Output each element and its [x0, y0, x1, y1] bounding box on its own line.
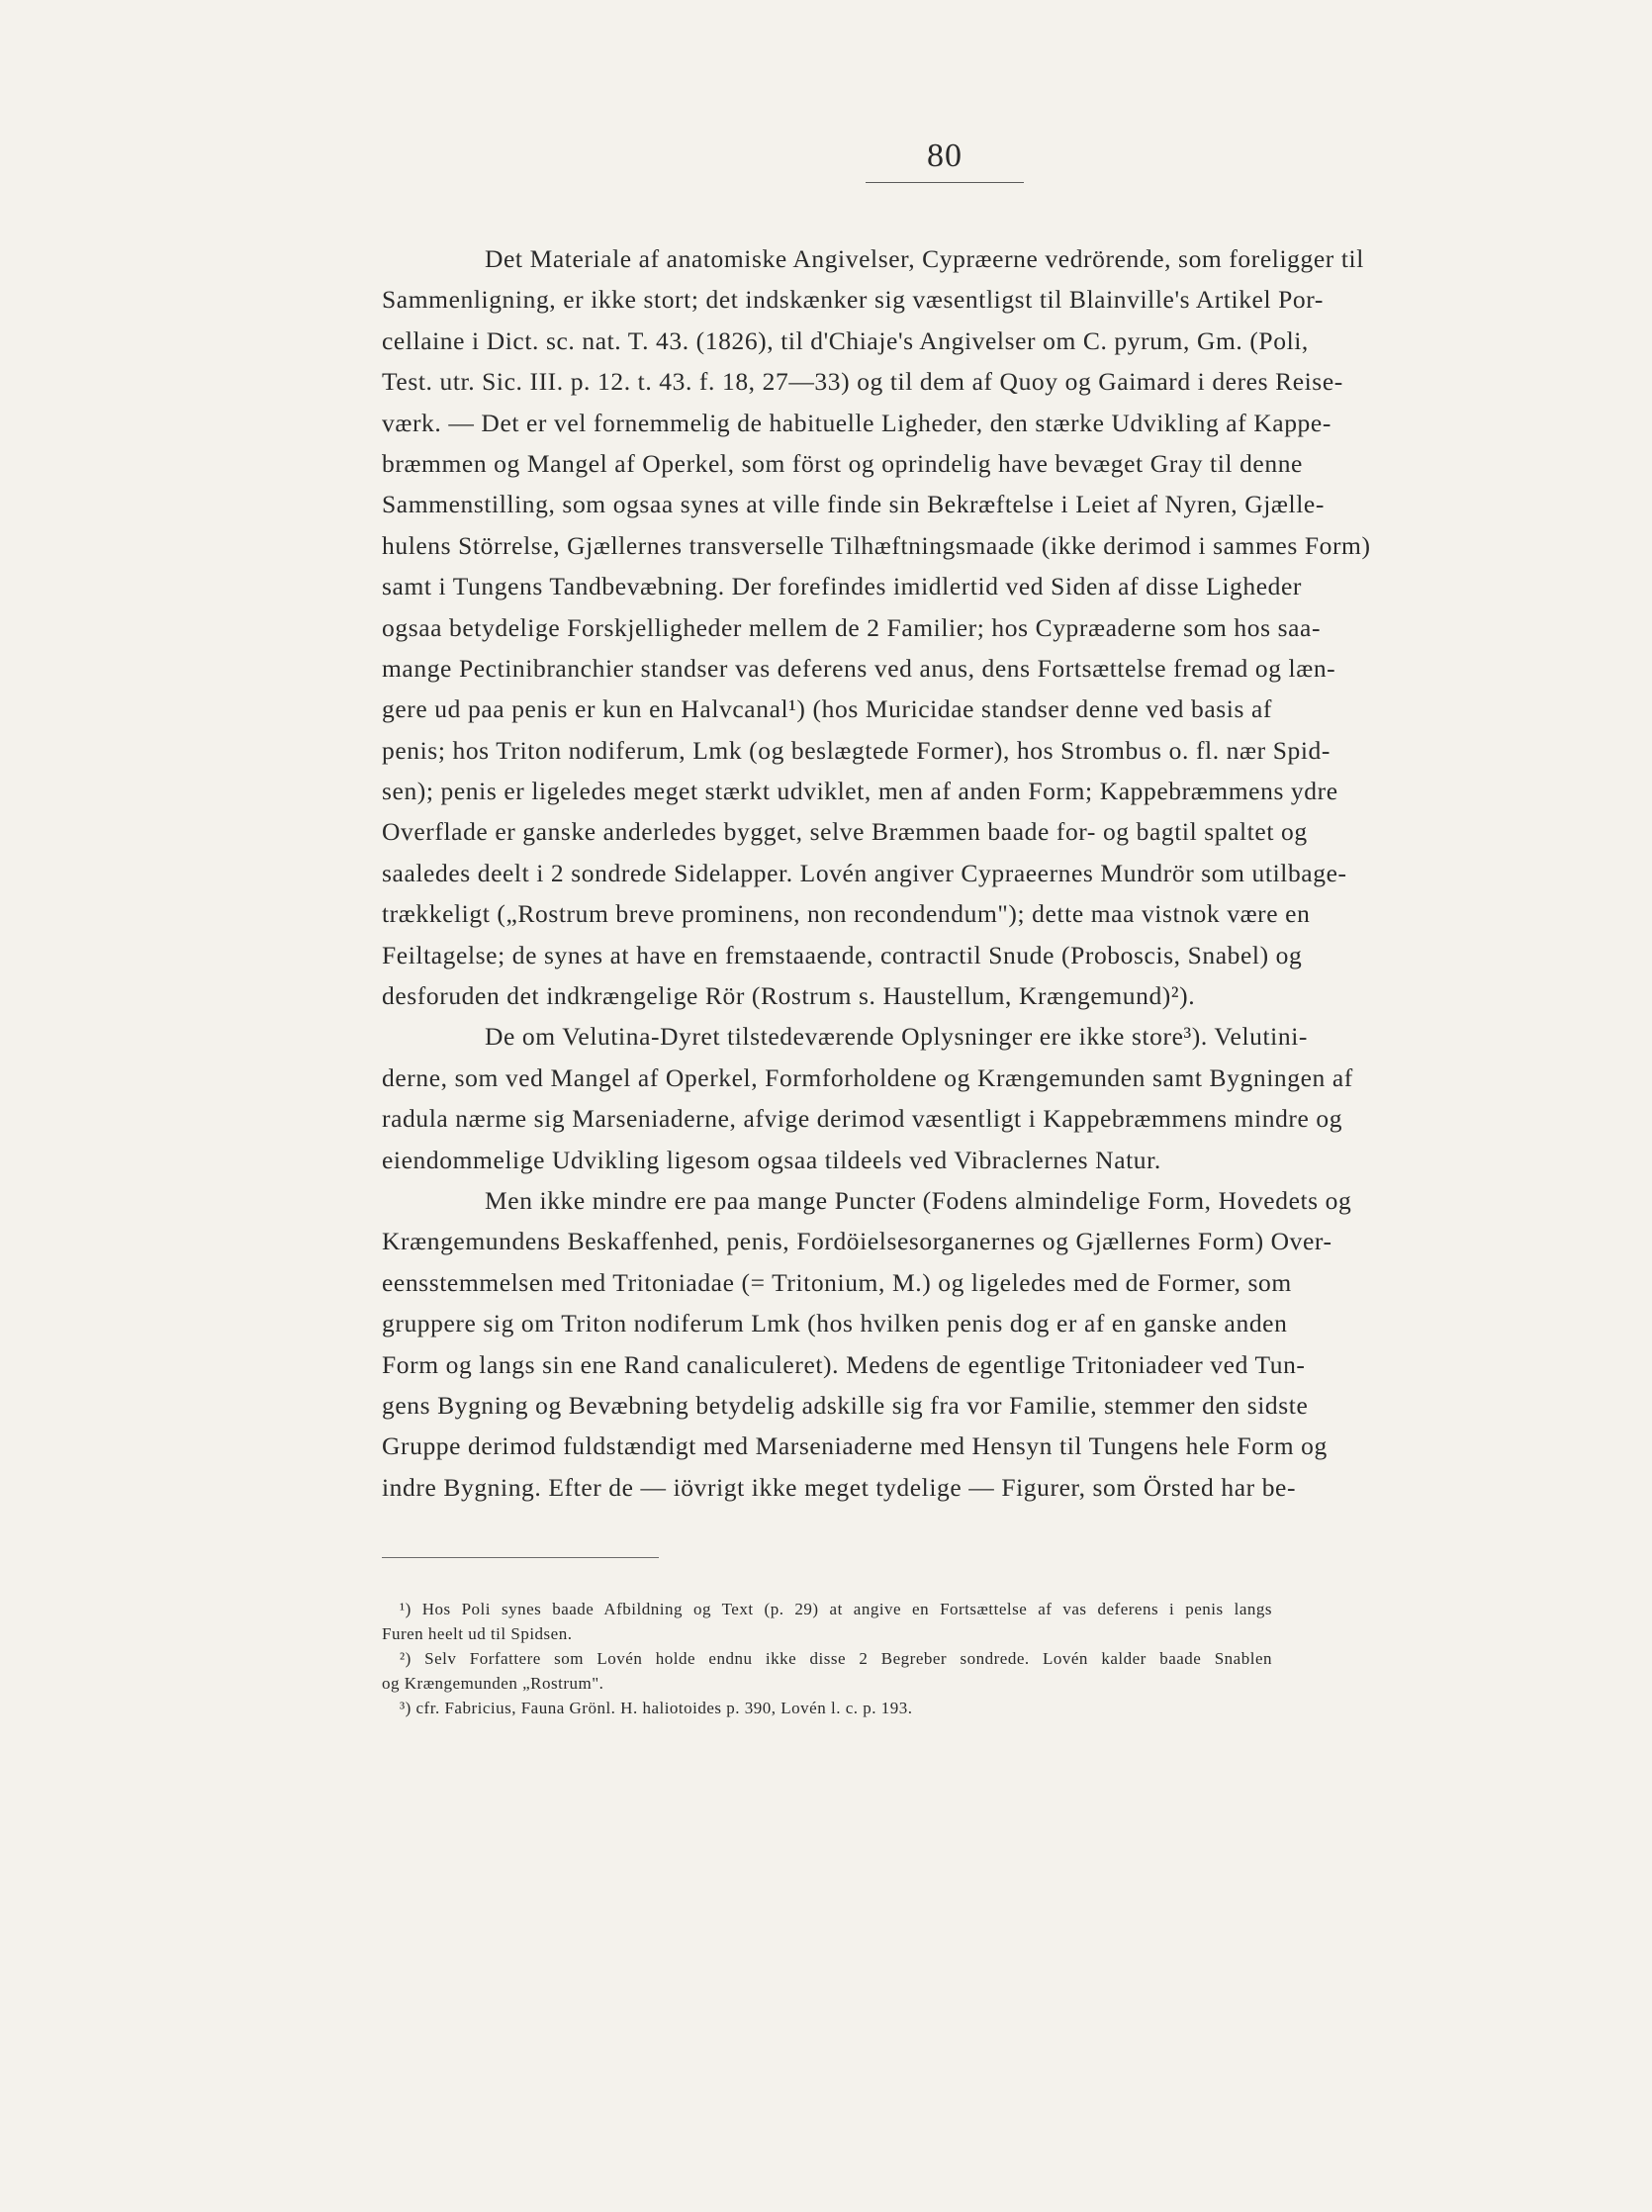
text-line: gere ud paa penis er kun en Halvcanal¹) (hos Muricidae standser denne ved basis af	[382, 694, 1272, 724]
text-line: penis; hos Triton nodiferum, Lmk (og beslægtede Former), hos Strombus o. fl. nær Spid-	[382, 735, 1331, 765]
text-line: De om Velutina-Dyret tilstedeværende Oplysninger ere ikke store³). Velutini-	[485, 1022, 1308, 1052]
footnote-line: Furen heelt ud til Spidsen.	[382, 1624, 573, 1643]
text-line: bræmmen og Mangel af Operkel, som först og oprindelig have bevæget Gray til denne	[382, 448, 1303, 478]
text-line: Overflade er ganske anderledes bygget, selve Bræmmen baade for- og bagtil spaltet og	[382, 817, 1308, 847]
text-line: mange Pectinibranchier standser vas deferens ved anus, dens Fortsættelse fremad og læn-	[382, 653, 1336, 683]
text-line: saaledes deelt i 2 sondrede Sidelapper. Lovén angiver Cypraeernes Mundrör som utilbage-	[382, 858, 1347, 887]
text-line: eensstemmelsen med Tritoniadae (= Tritonium, M.) og ligeledes med de Former, som	[382, 1267, 1292, 1297]
text-line: derne, som ved Mangel af Operkel, Formforholdene og Krængemunden samt Bygningen af	[382, 1062, 1353, 1092]
text-line: gens Bygning og Bevæbning betydelig adskille sig fra vor Familie, stemmer den sidste	[382, 1390, 1309, 1420]
text-line: Det Materiale af anatomiske Angivelser, Cypræerne vedrörende, som foreligger til	[485, 244, 1364, 273]
text-line: samt i Tungens Tandbevæbning. Der forefindes imidlertid ved Siden af disse Ligheder	[382, 572, 1302, 601]
text-line: værk. — Det er vel fornemmelig de habituelle Ligheder, den stærke Udvikling af Kappe-	[382, 408, 1331, 437]
text-line: hulens Störrelse, Gjællernes transverselle Tilhæftningsmaade (ikke derimod i sammes Form)	[382, 530, 1371, 560]
text-line: cellaine i Dict. sc. nat. T. 43. (1826), til d'Chiaje's Angivelser om C. pyrum, Gm. (Poli,	[382, 325, 1309, 355]
page-number: 80	[927, 138, 963, 174]
text-line: Krængemundens Beskaffenhed, penis, Fordöielsesorganernes og Gjællernes Form) Over-	[382, 1227, 1332, 1256]
text-line: ogsaa betydelige Forskjelligheder mellem de 2 Familier; hos Cypræaderne som hos saa-	[382, 612, 1322, 642]
text-line: Feiltagelse; de synes at have en fremstaaende, contractil Snude (Proboscis, Snabel) og	[382, 940, 1303, 969]
text-line: Sammenligning, er ikke stort; det indskænker sig væsentligst til Blainville's Artikel Por-	[382, 285, 1324, 315]
text-line: gruppere sig om Triton nodiferum Lmk (hos hvilken penis dog er af en ganske anden	[382, 1309, 1288, 1338]
text-line: indre Bygning. Efter de — iövrigt ikke meget tydelige — Figurer, som Örsted har be-	[382, 1472, 1297, 1502]
body-text	[382, 238, 1371, 1508]
text-line: sen); penis er ligeledes meget stærkt udviklet, men af anden Form; Kappebræmmens ydre	[382, 777, 1338, 806]
text-line: eiendommelige Udvikling ligesom ogsaa tildeels ved Vibraclernes Natur.	[382, 1145, 1161, 1174]
text-line: Men ikke mindre ere paa mange Puncter (Fodens almindelige Form, Hovedets og	[485, 1185, 1352, 1215]
header-rule	[866, 182, 1024, 183]
footnote-line: ¹) Hos Poli synes baade Afbildning og Text (p. 29) at angive en Fortsættelse af vas deferens i penis langs	[400, 1600, 1272, 1618]
footnote-line: og Krængemunden „Rostrum".	[382, 1674, 604, 1693]
footnote-line: ³) cfr. Fabricius, Fauna Grönl. H. haliotoides p. 390, Lovén l. c. p. 193.	[400, 1699, 913, 1717]
text-line: Test. utr. Sic. III. p. 12. t. 43. f. 18, 27—33) og til dem af Quoy og Gaimard i deres Reise-	[382, 367, 1343, 397]
text-line: Form og langs sin ene Rand canaliculeret). Medens de egentlige Tritoniadeer ved Tun-	[382, 1349, 1306, 1379]
footnotes	[382, 1597, 1272, 1720]
footnote-line: ²) Selv Forfattere som Lovén holde endnu ikke disse 2 Begreber sondrede. Lovén kalder baade Snablen	[400, 1649, 1272, 1668]
text-line: Gruppe derimod fuldstændigt med Marseniaderne med Hensyn til Tungens hele Form og	[382, 1431, 1328, 1461]
text-line: Sammenstilling, som ogsaa synes at ville finde sin Bekræftelse i Leiet af Nyren, Gjælle-	[382, 490, 1325, 519]
text-line: radula nærme sig Marseniaderne, afvige derimod væsentligt i Kappebræmmens mindre og	[382, 1104, 1343, 1134]
text-line: desforuden det indkrængelige Rör (Rostrum s. Haustellum, Krængemund)²).	[382, 981, 1196, 1011]
text-line: trækkeligt („Rostrum breve prominens, non recondendum"); dette maa vistnok være en	[382, 899, 1311, 929]
footnote-rule	[382, 1557, 659, 1558]
